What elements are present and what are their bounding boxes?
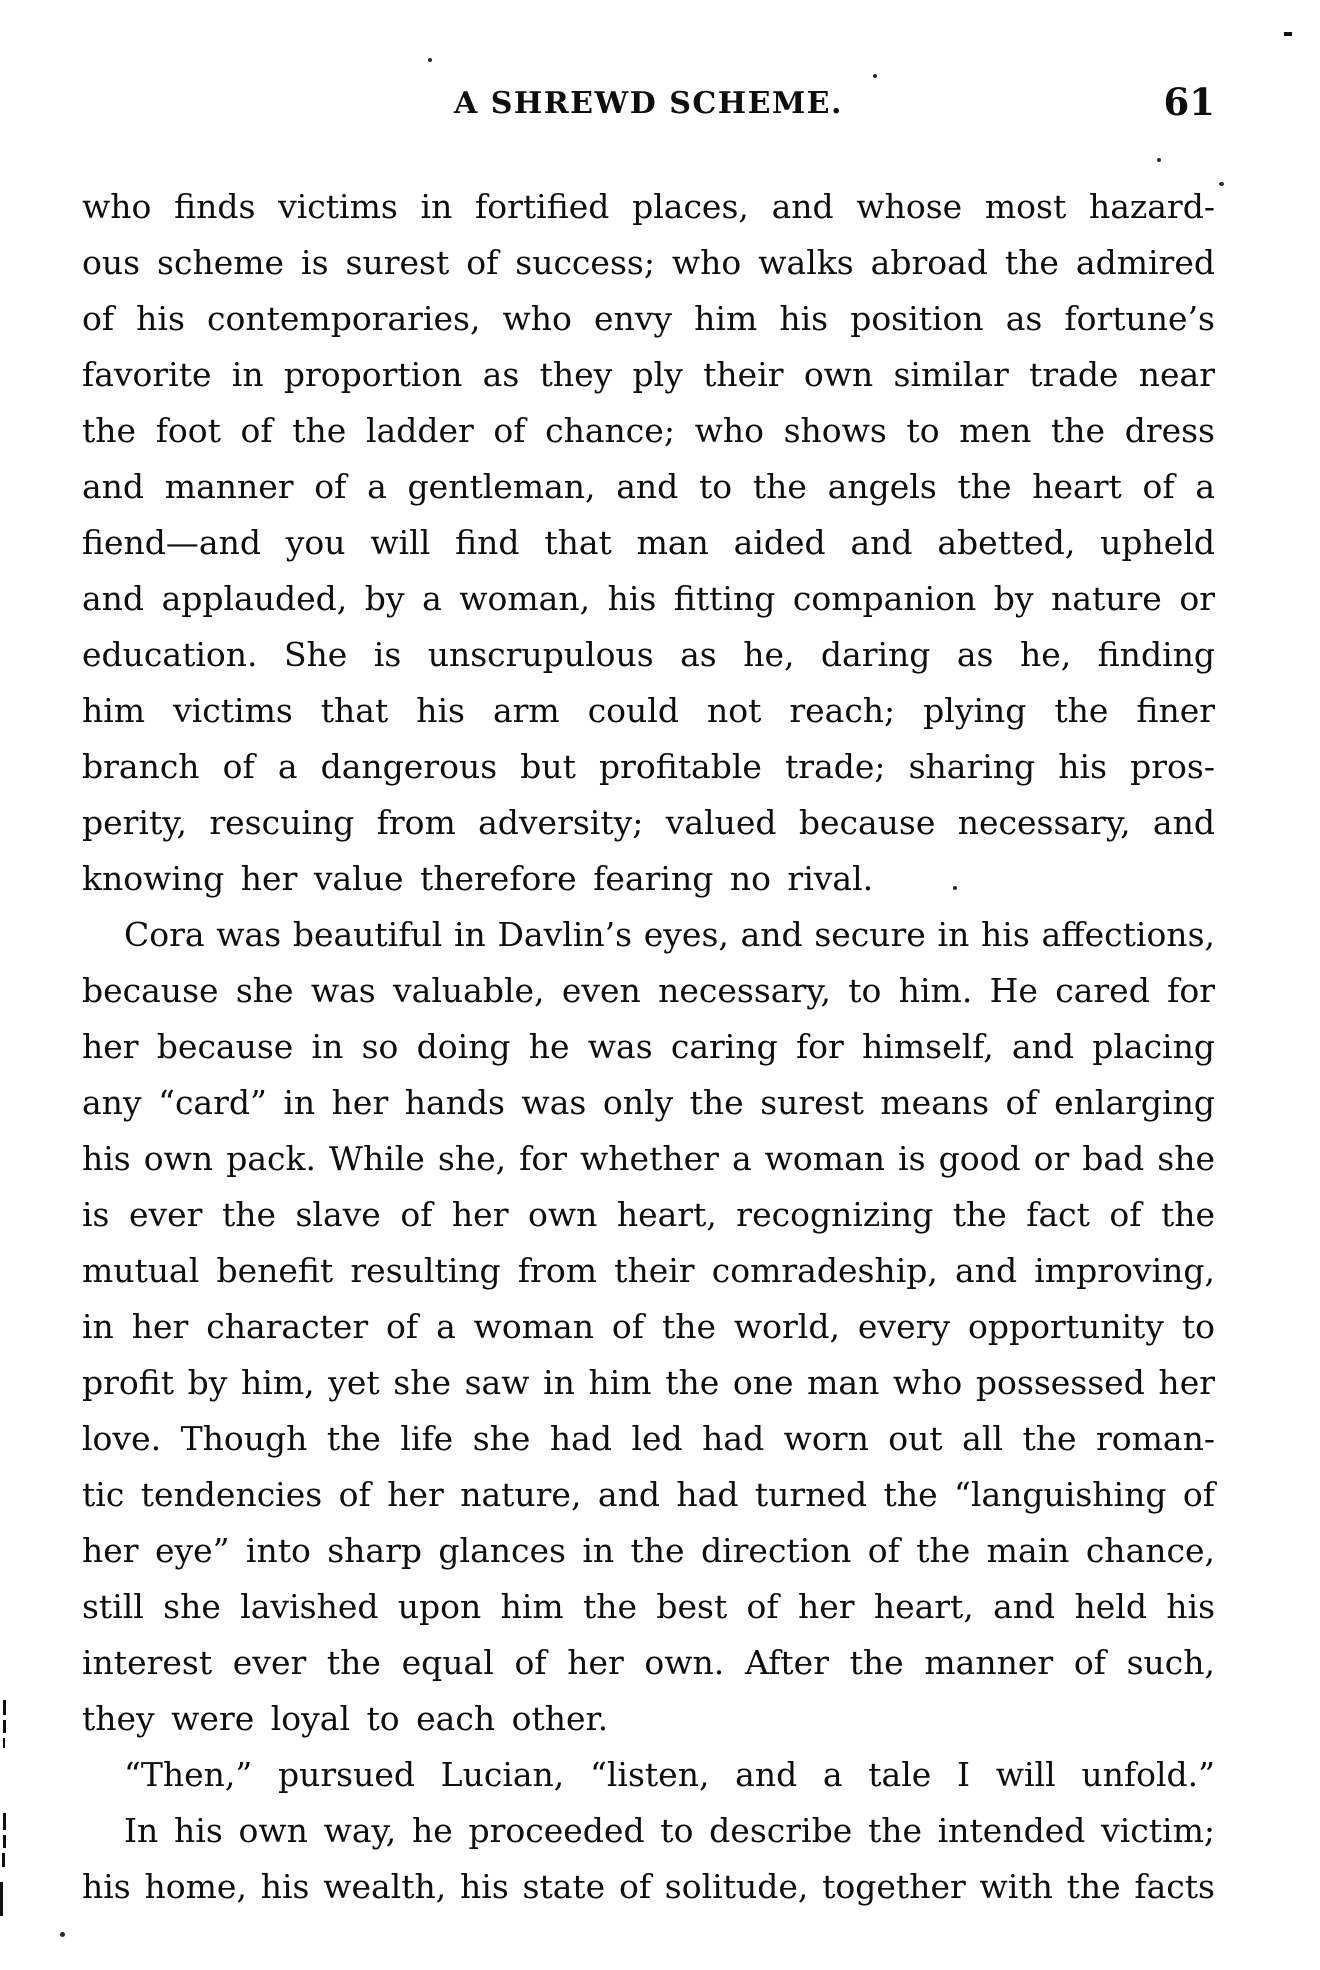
- scan-edge-dash: [3, 1738, 5, 1748]
- text-line: knowing her value therefore fearing no rival.: [82, 859, 874, 898]
- scan-edge-dash: [3, 1720, 6, 1733]
- text-line: who finds victims in fortified places, and whose most hazard-: [82, 187, 1215, 226]
- scan-edge-line: [0, 1882, 3, 1916]
- text-line: in her character of a woman of the world, every opportunity to: [82, 1307, 1215, 1346]
- text-line: the foot of the ladder of chance; who shows to men the dress: [82, 411, 1215, 450]
- text-line: In his own way, he proceeded to describe the intended victim;: [124, 1811, 1215, 1850]
- text-line: favorite in proportion as they ply their own similar trade near: [82, 355, 1215, 394]
- text-line: and applauded, by a woman, his fitting companion by nature or: [82, 579, 1215, 618]
- text-line: of his contemporaries, who envy him his position as fortune’s: [82, 299, 1215, 338]
- scan-speck: [1219, 182, 1224, 186]
- text-line: love. Though the life she had led had worn out all the roman-: [82, 1419, 1215, 1458]
- text-line: her eye” into sharp glances in the direction of the main chance,: [82, 1531, 1215, 1570]
- running-head-title: A SHREWD SCHEME.: [454, 86, 843, 121]
- text-line: interest ever the equal of her own. After the manner of such,: [82, 1643, 1215, 1682]
- text-line: perity, rescuing from adversity; valued because necessary, and: [82, 803, 1215, 842]
- text-line: mutual benefit resulting from their comradeship, and improving,: [82, 1251, 1215, 1290]
- scan-edge-dash: [3, 1813, 6, 1830]
- text-block: [82, 179, 1215, 1915]
- text-line: ous scheme is surest of success; who walks abroad the admired: [82, 243, 1215, 282]
- scan-edge-dash: [3, 1700, 6, 1715]
- scan-speck: [428, 58, 432, 62]
- text-line: profit by him, yet she saw in him the one man who possessed her: [82, 1363, 1215, 1402]
- text-line: branch of a dangerous but profitable trade; sharing his pros-: [82, 747, 1215, 786]
- scan-speck: [873, 74, 877, 78]
- scan-speck: [60, 1932, 65, 1937]
- text-line: they were loyal to each other.: [82, 1699, 609, 1738]
- scan-edge-dash: [3, 1835, 6, 1848]
- text-line: is ever the slave of her own heart, recognizing the fact of the: [82, 1195, 1215, 1234]
- text-line: and manner of a gentleman, and to the angels the heart of a: [82, 467, 1215, 506]
- scan-speck-dash: [1284, 32, 1292, 36]
- scan-speck: [1157, 158, 1161, 162]
- text-line: Cora was beautiful in Davlin’s eyes, and secure in his affections,: [124, 915, 1215, 954]
- text-line: “Then,” pursued Lucian, “listen, and a tale I will unfold.”: [124, 1755, 1215, 1794]
- scan-edge-dash: [2, 1853, 5, 1867]
- text-line: because she was valuable, even necessary, to him. He cared for: [82, 971, 1215, 1010]
- text-line: fiend—and you will find that man aided and abetted, upheld: [82, 523, 1215, 562]
- page-number: 61: [1163, 80, 1215, 124]
- text-line: any “card” in her hands was only the surest means of enlarging: [82, 1083, 1215, 1122]
- text-line: tic tendencies of her nature, and had turned the “languishing of: [82, 1475, 1215, 1514]
- text-line: education. She is unscrupulous as he, daring as he, finding: [82, 635, 1215, 674]
- text-line: his home, his wealth, his state of solitude, together with the facts: [82, 1867, 1215, 1906]
- text-line: her because in so doing he was caring for himself, and placing: [82, 1027, 1215, 1066]
- scan-speck: [953, 886, 957, 890]
- text-line: him victims that his arm could not reach; plying the finer: [82, 691, 1215, 730]
- text-line: his own pack. While she, for whether a woman is good or bad she: [82, 1139, 1215, 1178]
- text-line: still she lavished upon him the best of her heart, and held his: [82, 1587, 1215, 1626]
